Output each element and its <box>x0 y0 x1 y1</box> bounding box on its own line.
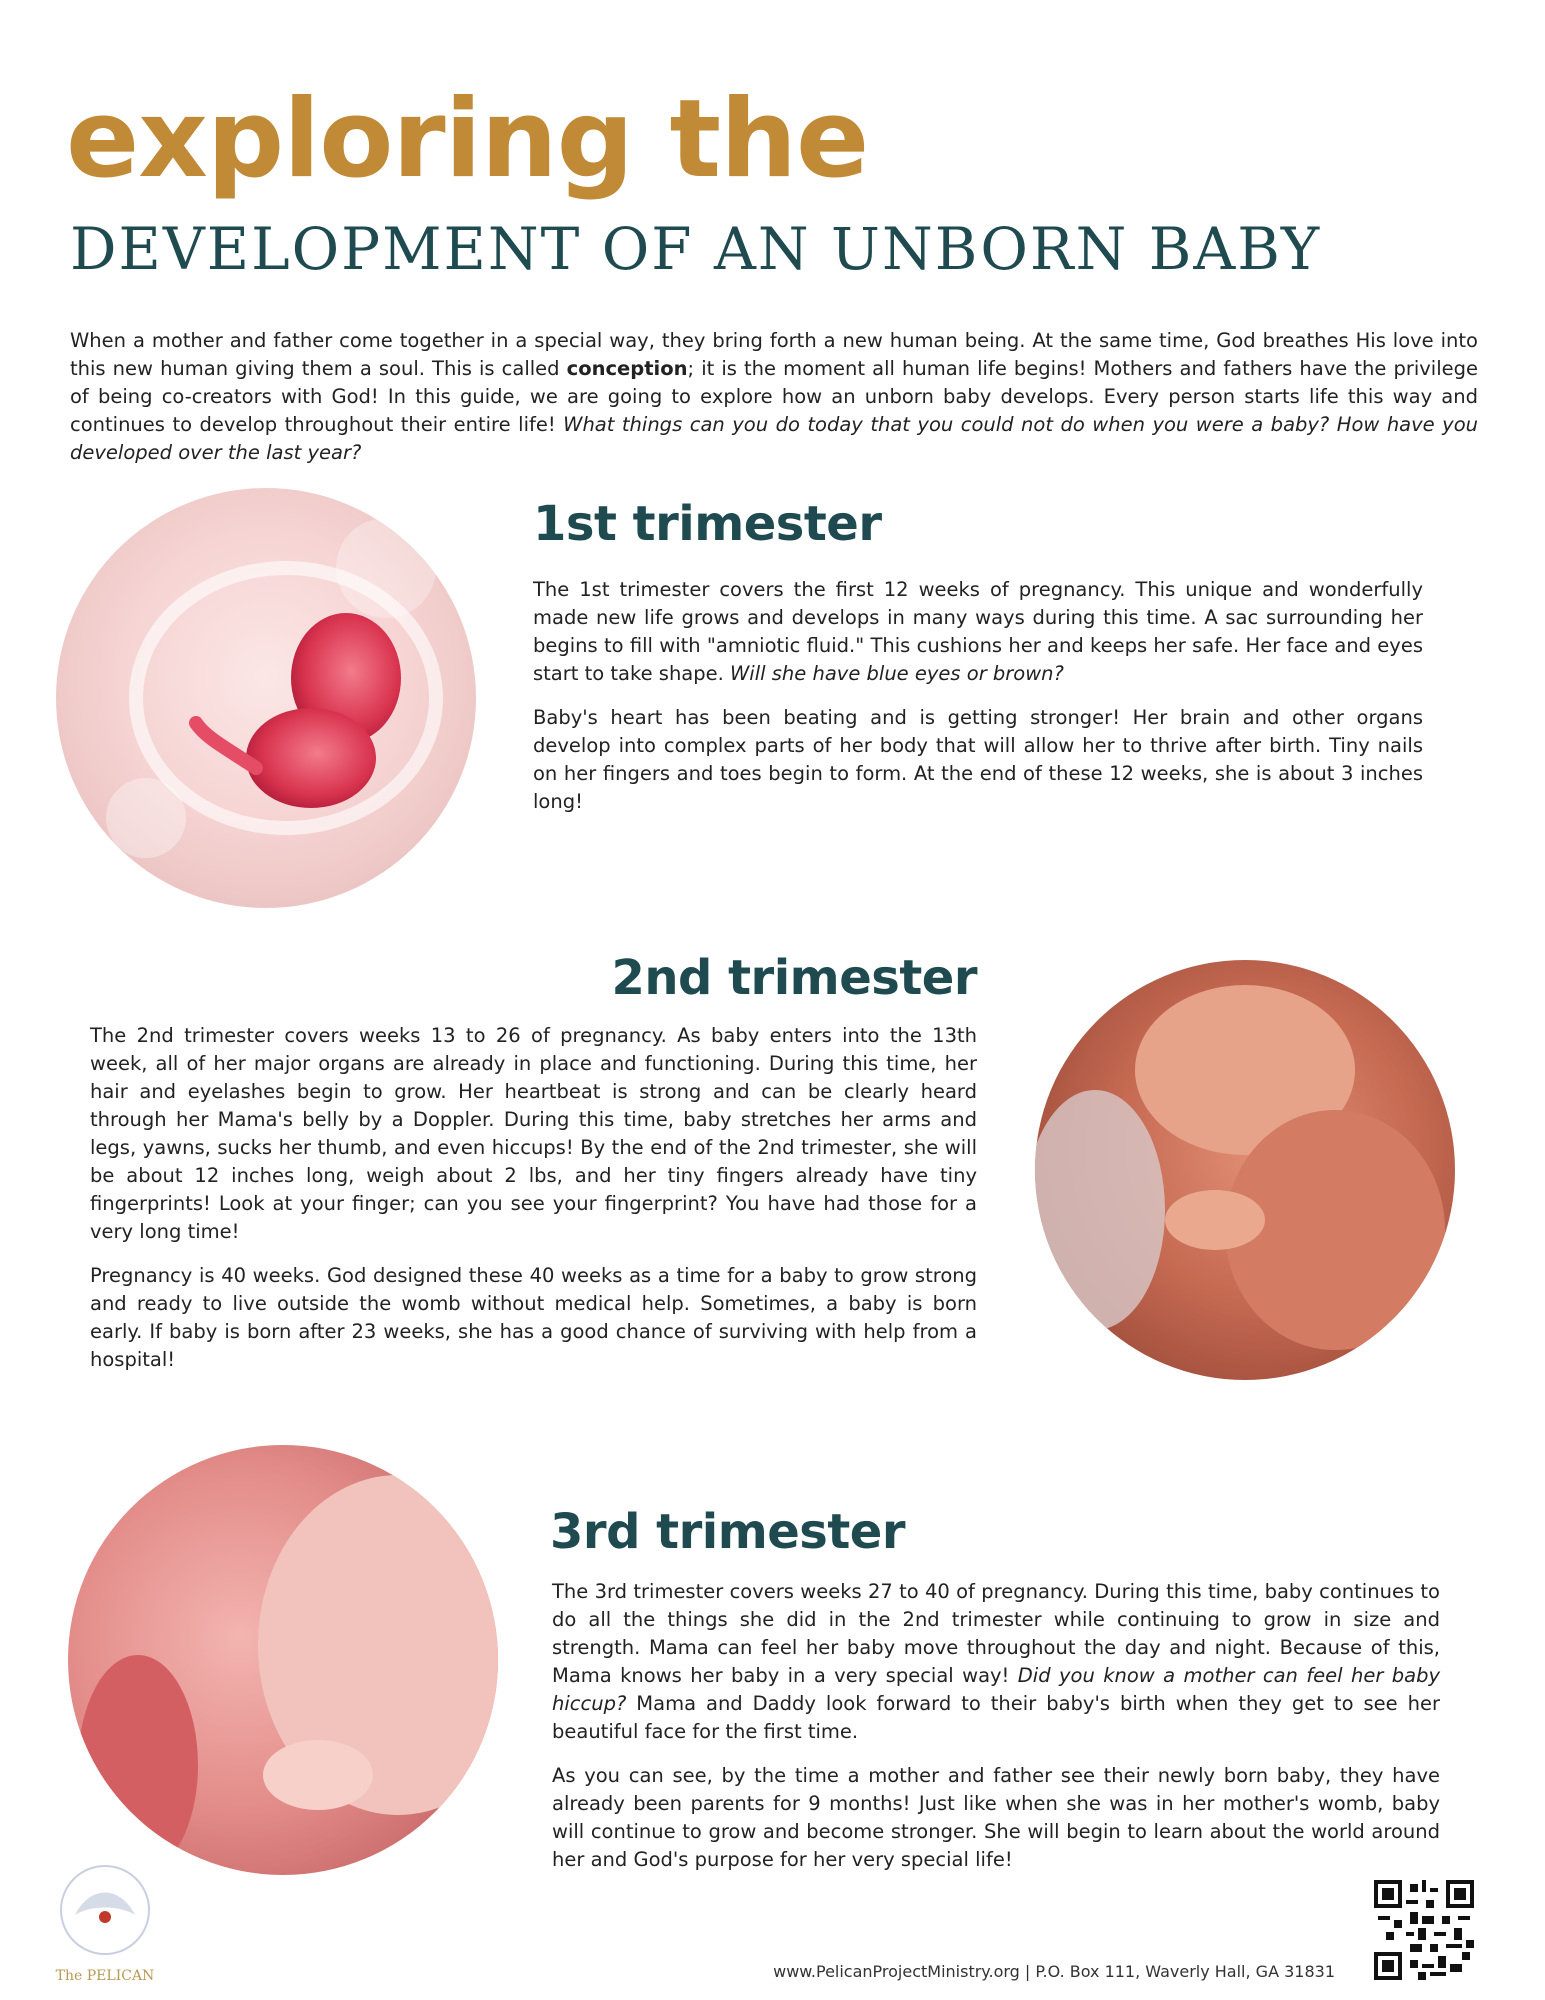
heading-2nd-trimester: 2nd trimester <box>611 950 977 1006</box>
embryo-photo <box>56 488 476 908</box>
pelican-logo-icon <box>30 1855 180 1995</box>
section-3-p1-text: The 3rd trimester covers weeks 27 to 40 of pregnancy. During this time, baby continues to do all the things she did in the 2nd trimester while continuing to grow in size and strength. Mama can feel her baby move throughout the day and night. Because of this, Mama knows her baby in a very special way! <box>552 1580 1440 1687</box>
section-2-paragraph-1: The 2nd trimester covers weeks 13 to 26 of pregnancy. As baby enters into the 13th week, all of her major organs are already in place and functioning. During this time, her hair and eyelashes begin to grow. Her heartbeat is strong and can be clearly heard through her Mama's belly by a Doppler. During this time, baby stretches her arms and legs, yawns, sucks her thumb, and even hiccups! By the end of the 2nd trimester, she will be about 12 inches long, weigh about 2 lbs, and her tiny fingers already have tiny fingerprints! Look at your finger; can you see your fingerprint? You have had those for a very long time! <box>90 1024 977 1243</box>
fetus-3rd-trimester-photo <box>68 1445 498 1875</box>
section-1-p1-text: The 1st trimester covers the first 12 weeks of pregnancy. This unique and wonderfully made new life grows and develops in many ways during this time. A sac surrounding her begins to fill with "amniotic fluid." This cushions her and keeps her safe. Her face and eyes start to take shape. <box>533 578 1423 685</box>
section-1-text <box>533 576 1423 816</box>
fetus-2nd-trimester-photo <box>1035 960 1455 1380</box>
section-2-paragraph-2: Pregnancy is 40 weeks. God designed these 40 weeks as a time for a baby to grow strong and ready to live outside the womb without medical help. Sometimes, a baby is born early. If baby is born after 23 weeks, she has a good chance of surviving with help from a hospital! <box>90 1264 977 1371</box>
intro-bold-conception: conception <box>566 357 688 380</box>
section-3-text <box>552 1578 1440 1874</box>
heading-3rd-trimester: 3rd trimester <box>550 1504 906 1560</box>
logo-text: The PELICAN <box>55 1968 155 1984</box>
section-1-paragraph-2: Baby's heart has been beating and is getting stronger! Her brain and other organs develop into complex parts of her body that will allow her to thrive after birth. Tiny nails on her fingers and toes begin to form. At the end of these 12 weeks, she is about 3 inches long! <box>533 706 1423 813</box>
intro-text-2: ; it is the moment all human life begins! Mothers and fathers have the privilege of being co-creators with God! In this guide, we are going to explore how an unborn baby develops. Every person starts life this way and continues to develop throughout their entire life! <box>70 357 1478 436</box>
section-2-text <box>90 1022 977 1374</box>
section-1-paragraph-1 <box>533 576 1423 688</box>
section-1-p1-question: Will she have blue eyes or brown? <box>730 662 1064 685</box>
section-3-p1-question: Did you know a mother can feel her baby hiccup? <box>552 1664 1440 1715</box>
section-3-p1-end: Mama and Daddy look forward to their baby's birth when they get to see her beautiful face for the first time. <box>552 1692 1440 1743</box>
title-script: exploring the <box>66 77 869 202</box>
footer-address: www.PelicanProjectMinistry.org | P.O. Box 111, Waverly Hall, GA 31831 <box>773 1962 1335 1981</box>
intro-paragraph <box>70 327 1478 467</box>
section-3-paragraph-2: As you can see, by the time a mother and father see their newly born baby, they have already been parents for 9 months! Just like when she was in her mother's womb, baby will continue to grow and become stronger. She will begin to learn about the world around her and God's purpose for her very special life! <box>552 1764 1440 1871</box>
heading-1st-trimester: 1st trimester <box>533 496 882 552</box>
title-serif: DEVELOPMENT OF AN UNBORN BABY <box>70 215 1322 283</box>
qr-code-icon <box>1374 1880 1474 1980</box>
section-3-paragraph-1 <box>552 1578 1440 1746</box>
intro-question: What things can you do today that you could not do when you were a baby? How have you developed over the last year? <box>70 413 1478 464</box>
intro-text-1: When a mother and father come together in a special way, they bring forth a new human being. At the same time, God breathes His love into this new human giving them a soul. This is called <box>70 329 1478 380</box>
